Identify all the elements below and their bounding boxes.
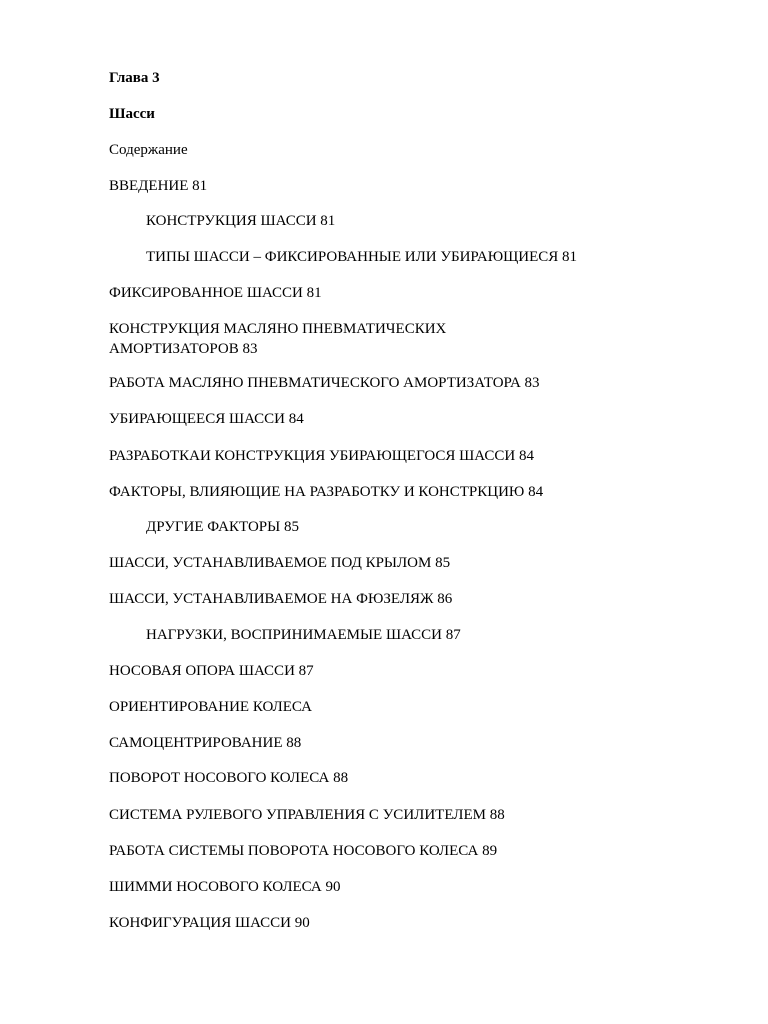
- toc-entry: РАБОТА МАСЛЯНО ПНЕВМАТИЧЕСКОГО АМОРТИЗАТОРА 83: [109, 375, 540, 391]
- toc-entry: ПОВОРОТ НОСОВОГО КОЛЕСА 88: [109, 770, 349, 786]
- chapter-title: Шасси: [109, 106, 155, 122]
- toc-entry: КОНФИГУРАЦИЯ ШАССИ 90: [109, 915, 310, 931]
- toc-entry: РАБОТА СИСТЕМЫ ПОВОРОТА НОСОВОГО КОЛЕСА 89: [109, 843, 498, 859]
- toc-entry: РАЗРАБОТКАИ КОНСТРУКЦИЯ УБИРАЮЩЕГОСЯ ШАССИ 84: [109, 448, 534, 464]
- toc-entry: ФАКТОРЫ, ВЛИЯЮЩИЕ НА РАЗРАБОТКУ И КОНСТРКЦИЮ 84: [109, 484, 544, 500]
- toc-entry: САМОЦЕНТРИРОВАНИЕ 88: [109, 735, 302, 751]
- toc-entry: ФИКСИРОВАННОЕ ШАССИ 81: [109, 285, 322, 301]
- toc-entry: УБИРАЮЩЕЕСЯ ШАССИ 84: [109, 411, 304, 427]
- toc-entry: ДРУГИЕ ФАКТОРЫ 85: [146, 519, 299, 535]
- toc-entry: НАГРУЗКИ, ВОСПРИНИМАЕМЫЕ ШАССИ 87: [146, 627, 461, 643]
- toc-entry: ТИПЫ ШАССИ – ФИКСИРОВАННЫЕ ИЛИ УБИРАЮЩИЕСЯ 81: [146, 249, 577, 265]
- toc-entry: НОСОВАЯ ОПОРА ШАССИ 87: [109, 663, 314, 679]
- chapter-label: Глава 3: [109, 70, 160, 86]
- toc-entry: СИСТЕМА РУЛЕВОГО УПРАВЛЕНИЯ С УСИЛИТЕЛЕМ 88: [109, 807, 505, 823]
- toc-entry: ШИММИ НОСОВОГО КОЛЕСА 90: [109, 879, 341, 895]
- toc-entry: ШАССИ, УСТАНАВЛИВАЕМОЕ НА ФЮЗЕЛЯЖ 86: [109, 591, 453, 607]
- toc-entry: КОНСТРУКЦИЯ МАСЛЯНО ПНЕВМАТИЧЕСКИХ АМОРТИЗАТОРОВ 83: [109, 321, 447, 357]
- toc-entry: КОНСТРУКЦИЯ ШАССИ 81: [146, 213, 336, 229]
- toc-entry: ВВЕДЕНИЕ 81: [109, 178, 208, 194]
- toc-entry: ОРИЕНТИРОВАНИЕ КОЛЕСА: [109, 699, 312, 715]
- toc-entry: ШАССИ, УСТАНАВЛИВАЕМОЕ ПОД КРЫЛОМ 85: [109, 555, 451, 571]
- toc-heading: Содержание: [109, 142, 188, 158]
